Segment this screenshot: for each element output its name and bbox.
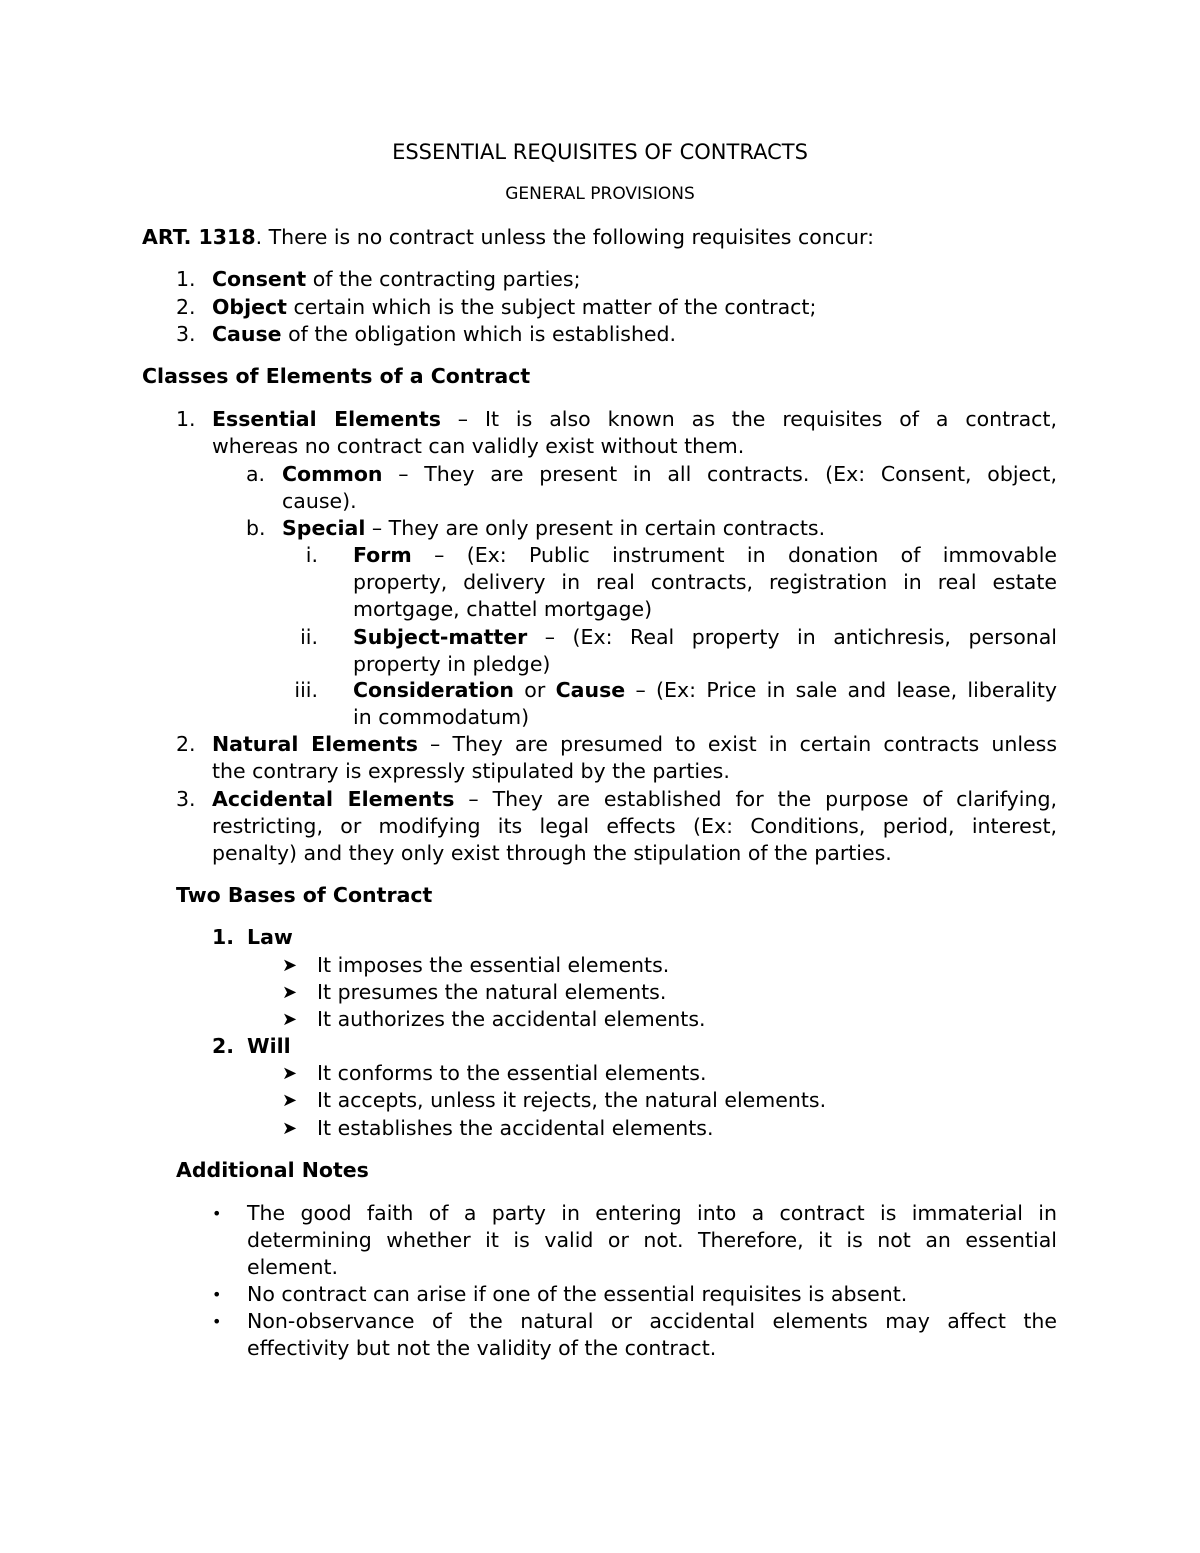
natural-line2: the contrary is expressly stipulated by the parties. bbox=[212, 759, 730, 783]
special-line bbox=[282, 515, 825, 542]
requisite-term: Cause bbox=[212, 322, 282, 346]
consideration-line2: in commodatum) bbox=[353, 705, 530, 729]
list-num: b. bbox=[246, 516, 266, 540]
subject-matter-line2: property in pledge) bbox=[353, 652, 551, 676]
bullet-icon: • bbox=[212, 1285, 222, 1304]
requisite-item bbox=[212, 294, 816, 321]
accidental-text: – They are established for the purpose of clarifying, bbox=[454, 787, 1057, 811]
list-num: 1. bbox=[212, 925, 235, 949]
list-num: 1. bbox=[176, 407, 196, 431]
special-term: Special bbox=[282, 516, 366, 540]
requisite-num: 1. bbox=[176, 267, 196, 291]
list-num: 2. bbox=[212, 1034, 235, 1058]
base-label-law: Law bbox=[247, 925, 293, 949]
requisite-text: of the contracting parties; bbox=[306, 267, 581, 291]
common-line2: cause). bbox=[282, 489, 357, 513]
section-heading-notes: Additional Notes bbox=[176, 1158, 369, 1182]
article-label: ART. 1318 bbox=[142, 225, 256, 249]
arrow-bullet-icon: ➤ bbox=[282, 1063, 298, 1084]
subject-matter-line1 bbox=[353, 624, 1057, 651]
requisite-item bbox=[212, 266, 580, 293]
special-text: – They are only present in certain contracts. bbox=[365, 516, 826, 540]
accidental-term: Accidental Elements bbox=[212, 787, 455, 811]
arrow-bullet-icon: ➤ bbox=[282, 1090, 298, 1111]
law-item: It authorizes the accidental elements. bbox=[317, 1007, 706, 1031]
common-line1 bbox=[282, 461, 1057, 488]
list-num: ii. bbox=[300, 625, 318, 649]
essential-text: – It is also known as the requisites of a contract, bbox=[440, 407, 1057, 431]
law-item: It imposes the essential elements. bbox=[317, 953, 670, 977]
article-text: . There is no contract unless the following requisites concur: bbox=[255, 225, 875, 249]
essential-line2: whereas no contract can validly exist without them. bbox=[212, 434, 745, 458]
arrow-bullet-icon: ➤ bbox=[282, 955, 298, 976]
list-num: iii. bbox=[294, 678, 318, 702]
requisite-text: certain which is the subject matter of the contract; bbox=[286, 295, 817, 319]
arrow-bullet-icon: ➤ bbox=[282, 982, 298, 1003]
consideration-term: Consideration bbox=[353, 678, 514, 702]
common-text: – They are present in all contracts. (Ex: Consent, object, bbox=[382, 462, 1057, 486]
arrow-bullet-icon: ➤ bbox=[282, 1118, 298, 1139]
note-line: Non-observance of the natural or accidental elements may affect the bbox=[247, 1309, 1057, 1333]
list-num: i. bbox=[305, 543, 318, 567]
form-term: Form bbox=[353, 543, 412, 567]
requisite-num: 3. bbox=[176, 322, 196, 346]
consideration-or: or bbox=[513, 678, 556, 702]
arrow-bullet-icon: ➤ bbox=[282, 1009, 298, 1030]
list-num: 3. bbox=[176, 787, 196, 811]
document-title: ESSENTIAL REQUISITES OF CONTRACTS bbox=[392, 140, 808, 164]
accidental-line2: restricting, or modifying its legal effects (Ex: Conditions, period, interest, bbox=[212, 814, 1057, 838]
document-subtitle: GENERAL PROVISIONS bbox=[505, 184, 695, 204]
form-text: – (Ex: Public instrument in donation of immovable bbox=[411, 543, 1057, 567]
law-item: It presumes the natural elements. bbox=[317, 980, 667, 1004]
list-num: a. bbox=[246, 462, 266, 486]
list-num: 2. bbox=[176, 732, 196, 756]
accidental-line3: penalty) and they only exist through the stipulation of the parties. bbox=[212, 841, 892, 865]
subject-matter-term: Subject-matter bbox=[353, 625, 528, 649]
will-item: It accepts, unless it rejects, the natural elements. bbox=[317, 1088, 827, 1112]
note-line: The good faith of a party in entering into a contract is immaterial in bbox=[247, 1201, 1057, 1225]
bullet-icon: • bbox=[212, 1204, 222, 1223]
requisite-term: Object bbox=[212, 295, 287, 319]
accidental-line1 bbox=[212, 786, 1057, 813]
note-line: determining whether it is valid or not. Therefore, it is not an essential bbox=[247, 1228, 1057, 1252]
requisite-num: 2. bbox=[176, 295, 196, 319]
natural-text: – They are presumed to exist in certain contracts unless bbox=[417, 732, 1057, 756]
requisite-text: of the obligation which is established. bbox=[281, 322, 677, 346]
article-line bbox=[142, 224, 874, 251]
form-line3: mortgage, chattel mortgage) bbox=[353, 597, 653, 621]
form-line2: property, delivery in real contracts, registration in real estate bbox=[353, 570, 1057, 594]
common-term: Common bbox=[282, 462, 383, 486]
will-item: It conforms to the essential elements. bbox=[317, 1061, 707, 1085]
will-item: It establishes the accidental elements. bbox=[317, 1116, 714, 1140]
natural-term: Natural Elements bbox=[212, 732, 418, 756]
consideration-text: – (Ex: Price in sale and lease, liberality bbox=[625, 678, 1057, 702]
section-heading-bases: Two Bases of Contract bbox=[176, 883, 433, 907]
form-line1 bbox=[353, 542, 1057, 569]
note-line: effectivity but not the validity of the contract. bbox=[247, 1336, 717, 1360]
section-heading-classes: Classes of Elements of a Contract bbox=[142, 364, 531, 388]
note-line: element. bbox=[247, 1255, 339, 1279]
subject-matter-text: – (Ex: Real property in antichresis, personal bbox=[527, 625, 1057, 649]
requisite-term: Consent bbox=[212, 267, 307, 291]
essential-term: Essential Elements bbox=[212, 407, 441, 431]
consideration-line1 bbox=[353, 677, 1057, 704]
note-line: No contract can arise if one of the essential requisites is absent. bbox=[247, 1282, 908, 1306]
bullet-icon: • bbox=[212, 1312, 222, 1331]
essential-line1 bbox=[212, 406, 1057, 433]
cause-term: Cause bbox=[555, 678, 626, 702]
natural-line1 bbox=[212, 731, 1057, 758]
base-label-will: Will bbox=[247, 1034, 291, 1058]
requisite-item bbox=[212, 321, 676, 348]
